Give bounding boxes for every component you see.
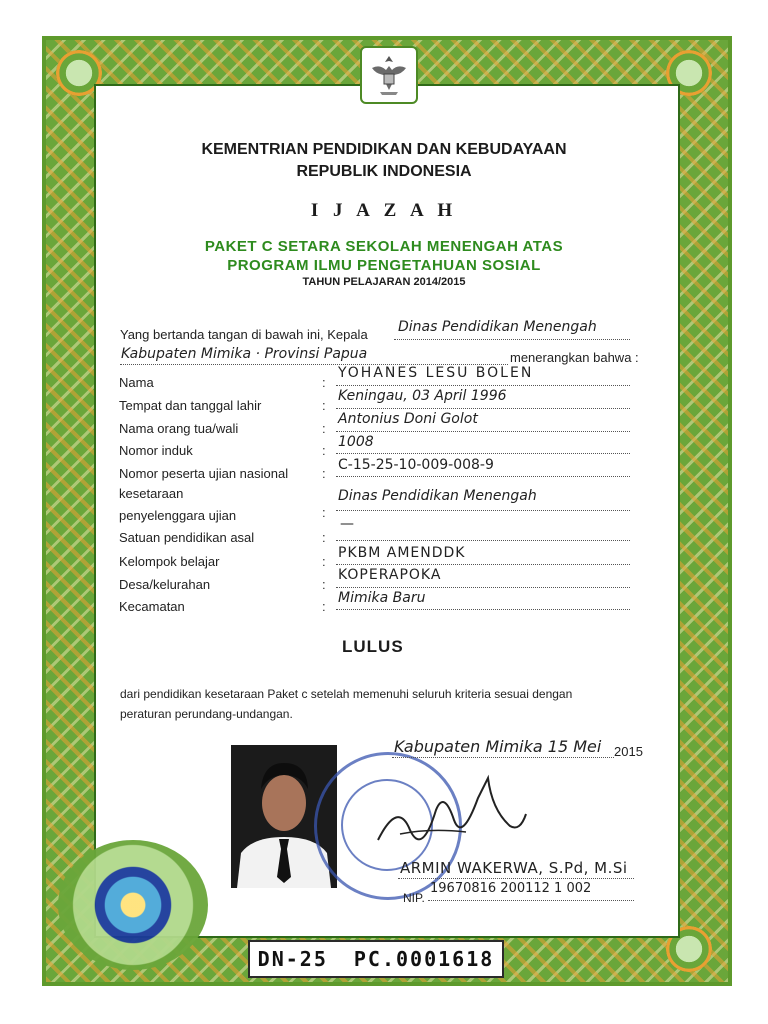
field-label-origin-school: Satuan pendidikan asal — [119, 530, 255, 545]
intro-region: Kabupaten Mimika · Provinsi Papua — [121, 346, 368, 362]
field-colon: : — [322, 398, 326, 413]
field-colon: : — [322, 599, 326, 614]
dotted-line — [392, 757, 614, 758]
official-name: ARMIN WAKERWA, S.Pd, M.Si — [400, 859, 628, 877]
field-value-origin-school: — — [340, 516, 354, 532]
nip-number: 19670816 200112 1 002 — [430, 881, 592, 896]
serial-number: PC.0001618 — [353, 947, 495, 971]
dotted-line — [336, 609, 630, 610]
field-label-exam-organizer: penyelenggara ujian — [119, 508, 237, 523]
signing-place-date: Kabupaten Mimika 15 Mei — [394, 737, 602, 756]
intro-prefix: Yang bertanda tangan di bawah ini, Kepala — [120, 327, 368, 342]
dotted-line — [336, 540, 630, 541]
dotted-line — [336, 385, 630, 386]
dotted-line — [428, 900, 634, 901]
field-colon: : — [322, 443, 326, 458]
document-title: I J A Z A H — [310, 200, 458, 221]
ministry-heading: KEMENTRIAN PENDIDIKAN DAN KEBUDAYAAN — [201, 141, 567, 158]
dotted-line — [336, 587, 630, 588]
field-value-exam-organizer: Dinas Pendidikan Menengah — [338, 488, 537, 504]
field-value-nama: YOHANES LESU BOLEN — [338, 365, 534, 381]
program-line-1: PAKET C SETARA SEKOLAH MENENGAH ATAS — [204, 238, 564, 255]
dotted-line — [336, 510, 630, 511]
field-label-district: Kecamatan — [119, 599, 185, 614]
field-colon: : — [322, 577, 326, 592]
field-value-parent: Antonius Doni Golot — [338, 411, 478, 427]
serial-code: DN-25 — [257, 947, 328, 971]
nip-label: NIP. — [403, 891, 425, 905]
field-label-student-number: Nomor induk — [119, 443, 193, 458]
country-heading: REPUBLIK INDONESIA — [296, 163, 472, 180]
field-label-kesetaraan: kesetaraan — [119, 486, 184, 501]
statement-line-1: dari pendidikan kesetaraan Paket c setelah memenuhi seluruh kriteria sesuai dengan — [120, 687, 573, 701]
program-line-2: PROGRAM ILMU PENGETAHUAN SOSIAL — [227, 257, 541, 274]
field-value-exam-number: C-15-25-10-009-008-9 — [338, 457, 494, 473]
signing-year: 2015 — [614, 744, 643, 759]
dotted-line — [336, 476, 630, 477]
field-value-student-number: 1008 — [338, 434, 374, 450]
field-colon: : — [322, 466, 326, 481]
garuda-emblem-icon — [360, 46, 418, 104]
dotted-line — [336, 408, 630, 409]
dotted-line — [336, 564, 630, 565]
field-value-birth: Keningau, 03 April 1996 — [338, 388, 507, 404]
dotted-line — [398, 878, 634, 879]
intro-suffix: menerangkan bahwa : — [510, 350, 639, 365]
field-label-exam-number: Nomor peserta ujian nasional — [119, 466, 289, 481]
result-status: LULUS — [342, 637, 404, 656]
hologram-seal-icon — [58, 840, 208, 970]
dotted-line — [394, 339, 630, 340]
field-colon: : — [322, 421, 326, 436]
field-label-parent: Nama orang tua/wali — [119, 421, 239, 436]
field-colon: : — [322, 554, 326, 569]
field-label-birth: Tempat dan tanggal lahir — [119, 398, 262, 413]
dotted-line — [336, 453, 630, 454]
dotted-line — [336, 431, 630, 432]
field-value-study-group: PKBM AMENDDK — [338, 545, 466, 561]
field-colon: : — [322, 505, 326, 520]
statement-line-2: peraturan perundang-undangan. — [120, 707, 293, 721]
field-label-study-group: Kelompok belajar — [119, 554, 220, 569]
academic-year: TAHUN PELAJARAN 2014/2015 — [302, 276, 466, 288]
intro-head-of: Dinas Pendidikan Menengah — [398, 319, 597, 335]
field-value-village: KOPERAPOKA — [338, 567, 442, 583]
field-colon: : — [322, 375, 326, 390]
field-value-district: Mimika Baru — [338, 590, 426, 606]
field-colon: : — [322, 530, 326, 545]
field-label-nama: Nama — [119, 375, 154, 390]
serial-number-box — [248, 940, 504, 978]
field-label-village: Desa/kelurahan — [119, 577, 211, 592]
signature-mark — [370, 770, 530, 860]
